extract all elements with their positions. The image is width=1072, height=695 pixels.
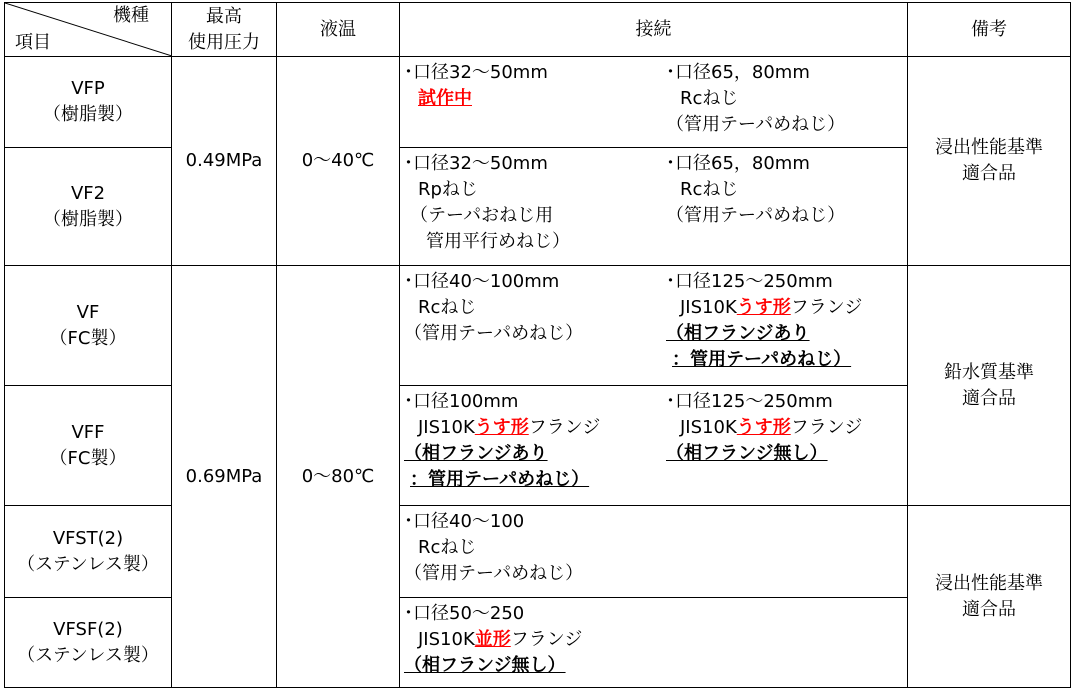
connection-text: ･口径50～250	[404, 603, 525, 624]
model-name: VFST(2)	[52, 527, 124, 549]
diagonal-header-cell	[5, 3, 172, 57]
connection-text: ･口径65，80mm	[666, 62, 810, 83]
model-cell	[5, 57, 172, 148]
thin-type-label: うす形	[474, 417, 529, 438]
pressure-cell: 0.69MPa	[172, 266, 277, 688]
remark-line2: 適合品	[962, 163, 1016, 184]
model-material: （樹脂製）	[43, 208, 133, 230]
connection-note: ：管用テーパめねじ）	[672, 349, 852, 370]
connection-text: ･口径40～100	[404, 511, 525, 532]
connection-text: ･口径125～250mm	[666, 271, 833, 292]
connection-text: （管用テーパめねじ）	[404, 563, 584, 584]
remark-cell	[908, 266, 1071, 506]
model-cell	[5, 598, 172, 688]
connection-text: ･口径100mm	[404, 391, 519, 412]
connection-cell	[400, 598, 908, 688]
connection-text: Rcねじ	[680, 88, 739, 109]
model-cell	[5, 386, 172, 506]
header-pressure	[172, 3, 277, 57]
header-pressure-line1: 最高	[206, 5, 242, 27]
table-row	[5, 266, 1071, 386]
connection-text: （管用テーパめねじ）	[666, 205, 846, 226]
connection-text: ･口径125～250mm	[666, 391, 833, 412]
connection-text: （管用テーパめねじ）	[404, 323, 584, 344]
thin-type-label: うす形	[736, 417, 791, 438]
header-row	[5, 3, 1071, 57]
model-cell	[5, 266, 172, 386]
remark-cell	[908, 506, 1071, 688]
connection-cell	[400, 148, 908, 266]
connection-note: ：管用テーパめねじ）	[410, 469, 590, 490]
model-name: VFSF(2)	[53, 618, 123, 640]
temp-cell: 0～80℃	[277, 266, 400, 688]
header-remarks: 備考	[908, 3, 1071, 57]
model-material: （FC製）	[49, 447, 127, 469]
connection-note: （相フランジ無し）	[666, 443, 828, 464]
connection-text: JIS10K	[680, 417, 737, 438]
connection-text: （管用テーパめねじ）	[666, 114, 846, 135]
connection-text: フランジ	[528, 417, 601, 438]
connection-text: JIS10K	[418, 629, 475, 650]
header-temp: 液温	[277, 3, 400, 57]
model-name: VFP	[71, 78, 105, 99]
connection-text: フランジ	[790, 417, 863, 438]
thin-type-label: うす形	[736, 297, 791, 318]
connection-cell	[400, 506, 908, 598]
remark-line2: 適合品	[962, 387, 1016, 409]
temp-cell: 0～40℃	[277, 57, 400, 266]
connection-text: Rcねじ	[418, 537, 477, 558]
header-connection: 接続	[400, 3, 908, 57]
remark-line1: 浸出性能基準	[935, 572, 1043, 594]
header-item: 項目	[15, 32, 51, 53]
connection-text: フランジ	[790, 297, 863, 318]
connection-text: ･口径32～50mm	[404, 62, 548, 83]
connection-cell	[400, 57, 908, 148]
connection-text: JIS10K	[418, 417, 475, 438]
connection-text: Rcねじ	[680, 179, 739, 200]
model-cell	[5, 148, 172, 266]
connection-text: ･口径40～100mm	[404, 271, 560, 292]
connection-text: （テーパおねじ用	[410, 205, 554, 226]
connection-text: ･口径32～50mm	[404, 153, 548, 174]
connection-cell	[400, 266, 908, 386]
connection-cell	[400, 386, 908, 506]
connection-text: 管用平行めねじ）	[426, 231, 570, 252]
table-row	[5, 57, 1071, 148]
connection-text: Rpねじ	[418, 179, 478, 200]
spec-table	[4, 2, 1071, 688]
prototype-label: 試作中	[418, 88, 472, 109]
connection-text: フランジ	[510, 629, 583, 650]
model-material: （ステンレス製）	[17, 553, 159, 575]
connection-note: （相フランジあり	[404, 443, 548, 464]
standard-type-label: 並形	[474, 629, 511, 650]
model-material: （ステンレス製）	[17, 644, 159, 666]
model-name: VF	[76, 301, 100, 323]
pressure-cell: 0.49MPa	[172, 57, 277, 266]
header-model: 機種	[113, 5, 149, 26]
model-name: VFF	[71, 421, 105, 443]
table-row	[5, 506, 1071, 598]
model-material: （FC製）	[49, 327, 127, 349]
model-name: VF2	[70, 182, 106, 204]
remark-line2: 適合品	[962, 598, 1016, 620]
model-cell	[5, 506, 172, 598]
connection-note: （相フランジあり	[666, 323, 810, 344]
model-material: （樹脂製）	[43, 104, 133, 125]
header-pressure-line2: 使用圧力	[188, 31, 260, 53]
connection-note: （相フランジ無し）	[404, 655, 566, 676]
connection-text: ･口径65，80mm	[666, 153, 810, 174]
connection-text: Rcねじ	[418, 297, 477, 318]
remark-line1: 鉛水質基準	[944, 361, 1034, 383]
connection-text: JIS10K	[680, 297, 737, 318]
remark-cell	[908, 57, 1071, 266]
remark-line1: 浸出性能基準	[935, 137, 1043, 158]
